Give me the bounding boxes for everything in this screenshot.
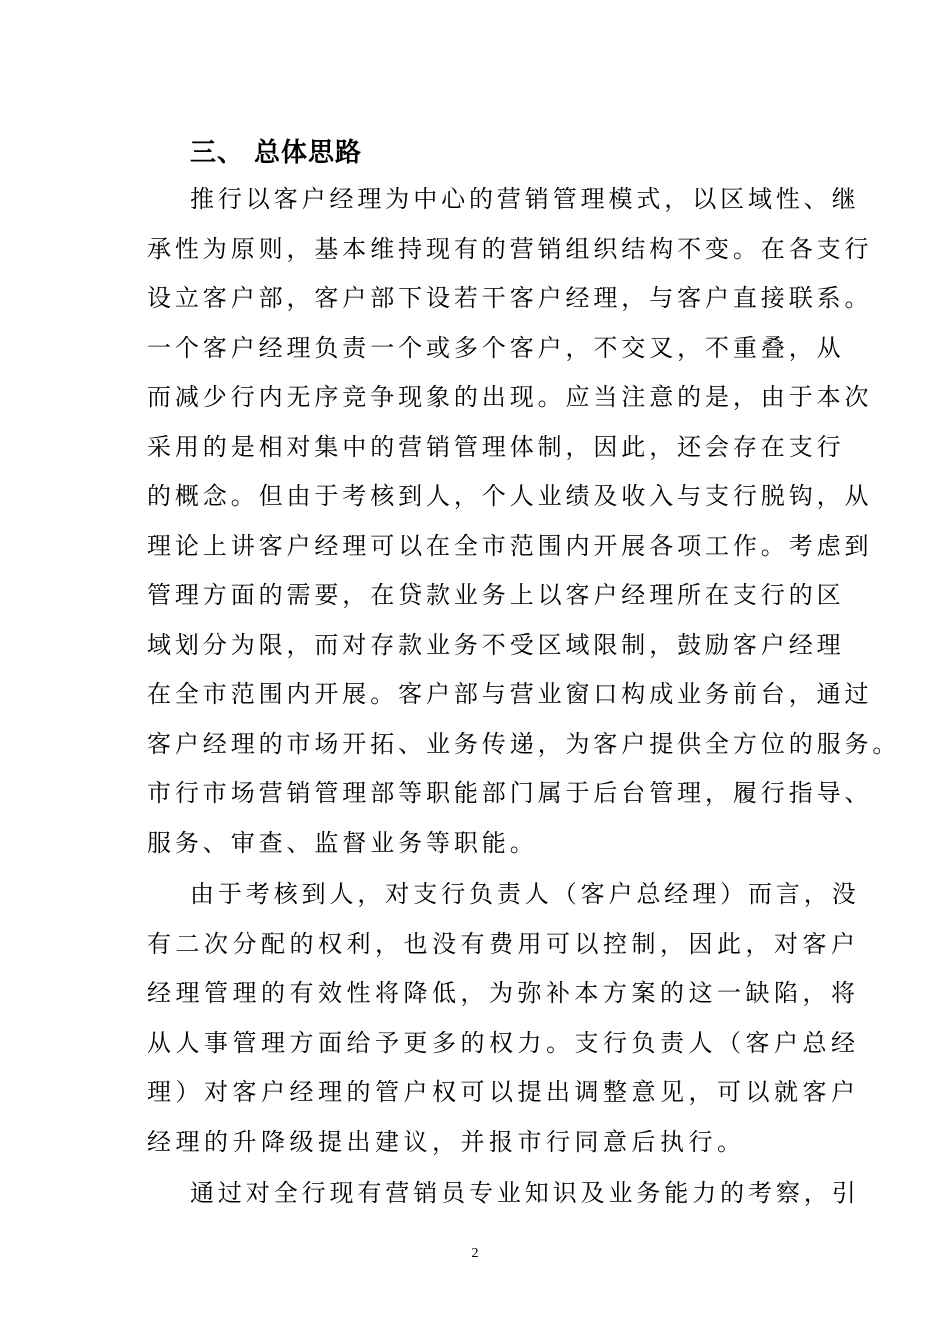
paragraph-1-line-9: 管理方面的需要，在贷款业务上以客户经理所在支行的区 — [147, 581, 845, 609]
paragraph-1-line-11: 在全市范围内开展。客户部与营业窗口构成业务前台，通过 — [147, 680, 873, 708]
paragraph-1-line-3: 设立客户部，客户部下设若干客户经理，与客户直接联系。 — [147, 284, 873, 312]
paragraph-1-line-10: 域划分为限，而对存款业务不受区域限制，鼓励客户经理 — [147, 631, 845, 659]
paragraph-1-line-2: 承性为原则，基本维持现有的营销组织结构不变。在各支行 — [147, 235, 873, 263]
paragraph-2-line-2: 有二次分配的权利，也没有费用可以控制，因此，对客户 — [147, 930, 860, 958]
paragraph-1-line-12: 客户经理的市场开拓、业务传递，为客户提供全方位的服务。 — [147, 730, 901, 758]
paragraph-1-line-14: 服务、审查、监督业务等职能。 — [147, 829, 538, 857]
paragraph-1-line-13: 市行市场营销管理部等职能部门属于后台管理，履行指导、 — [147, 779, 873, 807]
section-heading: 三、 总体思路 — [190, 138, 363, 168]
paragraph-2-line-6: 经理的升降级提出建议，并报市行同意后执行。 — [147, 1128, 746, 1156]
paragraph-2-line-1: 由于考核到人，对支行负责人（客户总经理）而言，没 — [190, 880, 860, 908]
paragraph-1-line-7: 的概念。但由于考核到人，个人业绩及收入与支行脱钩，从 — [147, 482, 873, 510]
paragraph-1-line-1: 推行以客户经理为中心的营销管理模式，以区域性、继 — [190, 185, 860, 213]
paragraph-3-line-1: 通过对全行现有营销员专业知识及业务能力的考察，引 — [190, 1179, 860, 1207]
paragraph-1-line-4: 一个客户经理负责一个或多个客户，不交叉，不重叠，从 — [147, 334, 845, 362]
paragraph-2-line-3: 经理管理的有效性将降低，为弥补本方案的这一缺陷，将 — [147, 979, 860, 1007]
paragraph-2-line-5: 理）对客户经理的管户权可以提出调整意见，可以就客户 — [147, 1078, 860, 1106]
paragraph-2-line-4: 从人事管理方面给予更多的权力。支行负责人（客户总经 — [147, 1029, 860, 1057]
paragraph-1-line-5: 而减少行内无序竞争现象的出现。应当注意的是，由于本次 — [147, 383, 873, 411]
paragraph-1-line-6: 采用的是相对集中的营销管理体制，因此，还会存在支行 — [147, 433, 845, 461]
page-number: 2 — [471, 1246, 479, 1261]
paragraph-1-line-8: 理论上讲客户经理可以在全市范围内开展各项工作。考虑到 — [147, 532, 873, 560]
